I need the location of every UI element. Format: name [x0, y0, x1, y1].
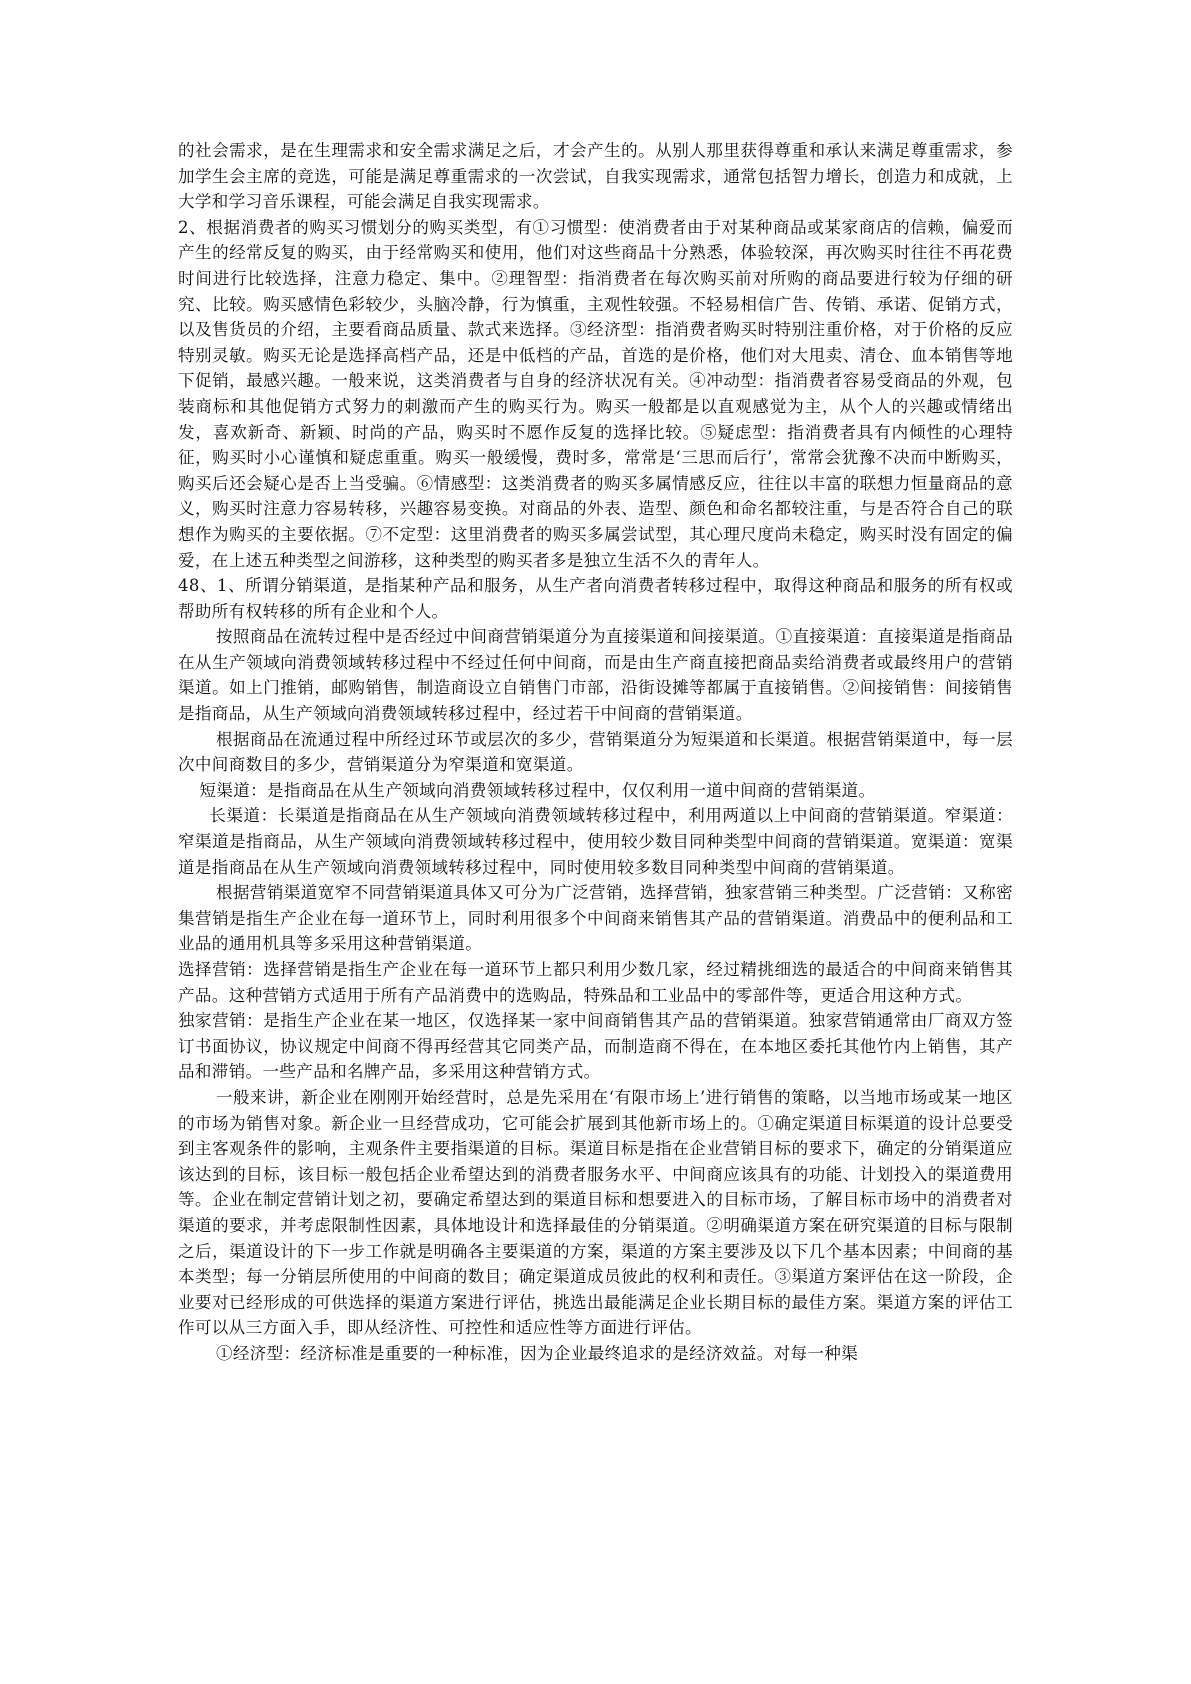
paragraph-economic-criteria: ①经济型：经济标准是重要的一种标准，因为企业最终追求的是经济效益。对每一种渠 — [215, 1343, 859, 1363]
paragraph-purchase-types: 2、根据消费者的购买习惯划分的购买类型，有①习惯型：使消费者由于对某种商品或某家商店的信赖，偏爱而产生的经常反复的购买，由于经常购买和使用，他们对这些商品十分熟悉，体验较深，再次购买时往往不再花费时间进行比较选择，注意力稳定、集中。②理智型：指消费者在每次购买前对所购的商品要进行较为仔细的研究、比较。购买感情色彩较少，头脑冷静，行为慎重，主观性较强。不轻易相信广告、传销、承诺、促销方式，以及售货员的介绍，主要看商品质量、款式来选择。③经济型：指消费者购买时特别注重价格，对于价格的反应特别灵敏。购买无论是选择高档产品，还是中低档的产品，首选的是价格，他们对大甩卖、清仓、血本销售等地下促销，最感兴趣。一般来说，这类消费者与自身的经济状况有关。④冲动型：指消费者容易受商品的外观，包装商标和其他促销方式努力的刺激而产生的购买行为。购买一般都是以直观感觉为主，从个人的兴趣或情绪出发，喜欢新奇、新颖、时尚的产品，购买时不愿作反复的选择比较。⑤疑虑型：指消费者具有内倾性的心理特征，购买时小心谨慎和疑虑重重。购买一般缓慢，费时多，常常是‘三思而后行’，常常会犹豫不决而中断购买，购买后还会疑心是否上当受骗。⑥情感型：这类消费者的购买多属情感反应，往往以丰富的联想力恒量商品的意义，购买时注意力容易转移，兴趣容易变换。对商品的外表、造型、颜色和命名都较注重，与是否符合自己的联想作为购买的主要依据。⑦不定型：这里消费者的购买多属尝试型，其心理尺度尚未稳定，购买时没有固定的偏爱，在上述五种类型之间游移，这种类型的购买者多是独立生活不久的青年人。 — [178, 217, 1013, 570]
paragraph-channel-length-width: 根据商品在流通过程中所经过环节或层次的多少，营销渠道分为短渠道和长渠道。根据营销渠道中，每一层次中间商数目的多少，营销渠道分为窄渠道和宽渠道。 — [178, 729, 1013, 775]
paragraph-selective-distribution: 选择营销：选择营销是指生产企业在每一道环节上都只利用少数几家，经过精挑细选的最适合的中间商来销售其产品。这种营销方式适用于所有产品消费中的选购品，特殊品和工业品中的零部件等，更适合用这种方式。 — [178, 960, 1013, 1005]
paragraph-direct-indirect-channels: 按照商品在流转过程中是否经过中间商营销渠道分为直接渠道和间接渠道。①直接渠道：直接渠道是指商品在从生产领域向消费领域转移过程中不经过任何中间商，而是由生产商直接把商品卖给消费者或最终用户的营销渠道。如上门推销，邮购销售，制造商设立自销售门市部，沿街设摊等都属于直接销售。②间接销售：间接销售是指商品，从生产领域向消费领域转移过程中，经过若干中间商的营销渠道。 — [178, 627, 1013, 724]
paragraph-channel-design: 一般来讲，新企业在刚刚开始经营时，总是先采用在‘有限市场上’进行销售的策略，以当地市场或某一地区的市场为销售对象。新企业一旦经营成功，它可能会扩展到其他新市场上的。①确定渠道目标渠道的设计总要受到主客观条件的影响，主观条件主要指渠道的目标。渠道目标是指在企业营销目标的要求下，确定的分销渠道应该达到的目标，该目标一般包括企业希望达到的消费者服务水平、中间商应该具有的功能、计划投入的渠道费用等。企业在制定营销计划之初，要确定希望达到的渠道目标和想要进入的目标市场，了解目标市场中的消费者对渠道的要求，并考虑限制性因素，具体地设计和选择最佳的分销渠道。②明确渠道方案在研究渠道的目标与限制之后，渠道设计的下一步工作就是明确各主要渠道的方案，渠道的方案主要涉及以下几个基本因素；中间商的基本类型；每一分销层所使用的中间商的数目；确定渠道成员彼此的权利和责任。③渠道方案评估在这一阶段，企业要对已经形成的可供选择的渠道方案进行评估，挑选出最能满足企业长期目标的最佳方案。渠道方案的评估工作可以从三方面入手，即从经济性、可控性和适应性等方面进行评估。 — [178, 1087, 1013, 1338]
paragraph-esteem-needs: 的社会需求，是在生理需求和安全需求满足之后，才会产生的。从别人那里获得尊重和承认来满足尊重需求，参加学生会主席的竞选，可能是满足尊重需求的一次尝试，自我实现需求，通常包括智力增长，创造力和成就，上大学和学习音乐课程，可能会满足自我实现需求。 — [178, 141, 1013, 212]
document-body — [178, 138, 1013, 1367]
paragraph-distribution-channel-definition: 48、1、所谓分销渠道，是指某种产品和服务，从生产者向消费者转移过程中，取得这种商品和服务的所有权或帮助所有权转移的所有企业和个人。 — [178, 576, 1013, 621]
paragraph-long-narrow-wide-channel: 长渠道：长渠道是指商品在从生产领域向消费领域转移过程中，利用两道以上中间商的营销渠道。窄渠道：窄渠道是指商品，从生产领域向消费领域转移过程中，使用较少数目同种类型中间商的营销渠道。宽渠道：宽渠道是指商品在从生产领域向消费领域转移过程中，同时使用较多数目同种类型中间商的营销渠道。 — [178, 806, 1013, 877]
paragraph-extensive-distribution: 根据营销渠道宽窄不同营销渠道具体又可分为广泛营销，选择营销，独家营销三种类型。广泛营销：又称密集营销是指生产企业在每一道环节上，同时利用很多个中间商来销售其产品的营销渠道。消费品中的便利品和工业品的通用机具等多采用这种营销渠道。 — [178, 883, 1013, 954]
paragraph-short-channel: 短渠道：是指商品在从生产领域向消费领域转移过程中，仅仅利用一道中间商的营销渠道。 — [199, 780, 876, 800]
paragraph-exclusive-distribution: 独家营销：是指生产企业在某一地区，仅选择某一家中间商销售其产品的营销渠道。独家营销通常由厂商双方签订书面协议，协议规定中间商不得再经营其它同类产品，而制造商不得在，在本地区委托其他竹内上销售，其产品和滞销。一些产品和名牌产品，多采用这种营销方式。 — [178, 1011, 1013, 1082]
